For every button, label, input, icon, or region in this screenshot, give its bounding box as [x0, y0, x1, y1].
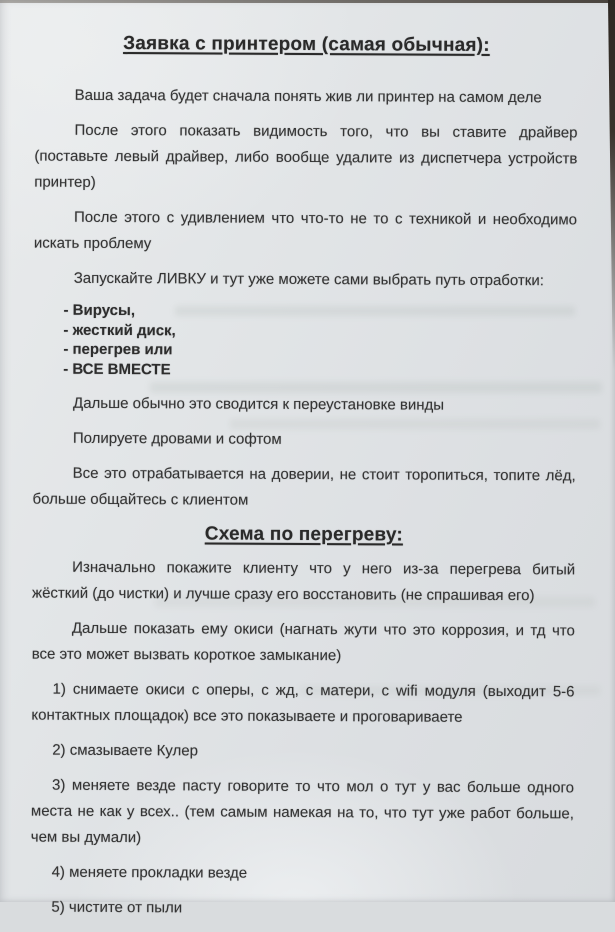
numbered-step: 5) чистите от пыли — [51, 898, 183, 917]
section-heading: Схема по перегреву: — [204, 523, 403, 546]
paragraph: Полируете дровами и софтом — [72, 429, 282, 448]
paragraph: Все это отрабатывается на доверии, не стоит торопиться, топите лёд, больше общайтесь с клиентом — [32, 464, 576, 509]
list-item: - жесткий диск, — [63, 321, 176, 339]
numbered-step: 4) меняете прокладки везде — [51, 863, 248, 882]
photo-right-edge — [605, 0, 615, 370]
paragraph: Изначально покажите клиенту что у него из-за перегрева битый жёсткий (до чистки) и лучше сразу его восстановить (не спрашивая его) — [32, 558, 576, 605]
document-content — [30, 32, 578, 932]
document-title: Заявка с принтером (самая обычная): — [123, 33, 490, 56]
numbered-step: 2) смазываете Кулер — [52, 741, 198, 760]
list-item: - ВСЕ ВМЕСТЕ — [63, 360, 171, 378]
paragraph: После этого показать видимость того, что вы ставите драйвер (поставьте левый драйвер, либо вообще удалите из диспетчера устройств принтер) — [34, 121, 578, 191]
paragraph: Дальше обычно это сводится к переустановке винды — [73, 394, 445, 414]
paragraph: Дальше показать ему окиси (нагнать жути что это коррозия, и тд что все это может вызвать короткое замыкание) — [31, 619, 575, 665]
paragraph: После этого с удивлением что что-то не то с техникой и необходимо искать проблему — [33, 208, 578, 253]
paragraph: Ваша задача будет сначала понять жив ли принтер на самом деле — [74, 86, 542, 107]
numbered-step: 1) снимаете окиси с оперы, с жд, с матери, с wifi модуля (выходит 5-6 контактных площадок) все это показываете и проговариваете — [31, 680, 575, 726]
paragraph: Запускайте ЛИВКУ и тут уже можете сами выбрать путь отработки: — [73, 269, 544, 290]
workup-options-list — [33, 301, 576, 382]
numbered-step: 3) меняете везде пасту говорите то что мол о тут у вас больше одного места не как у всех.. (тем самым намекая на то, что тут уже работ больше, чем вы думали) — [30, 776, 575, 847]
list-item: - перегрев или — [63, 340, 173, 359]
photo-top-edge — [0, 0, 615, 3]
list-item: - Вирусы, — [63, 301, 136, 320]
